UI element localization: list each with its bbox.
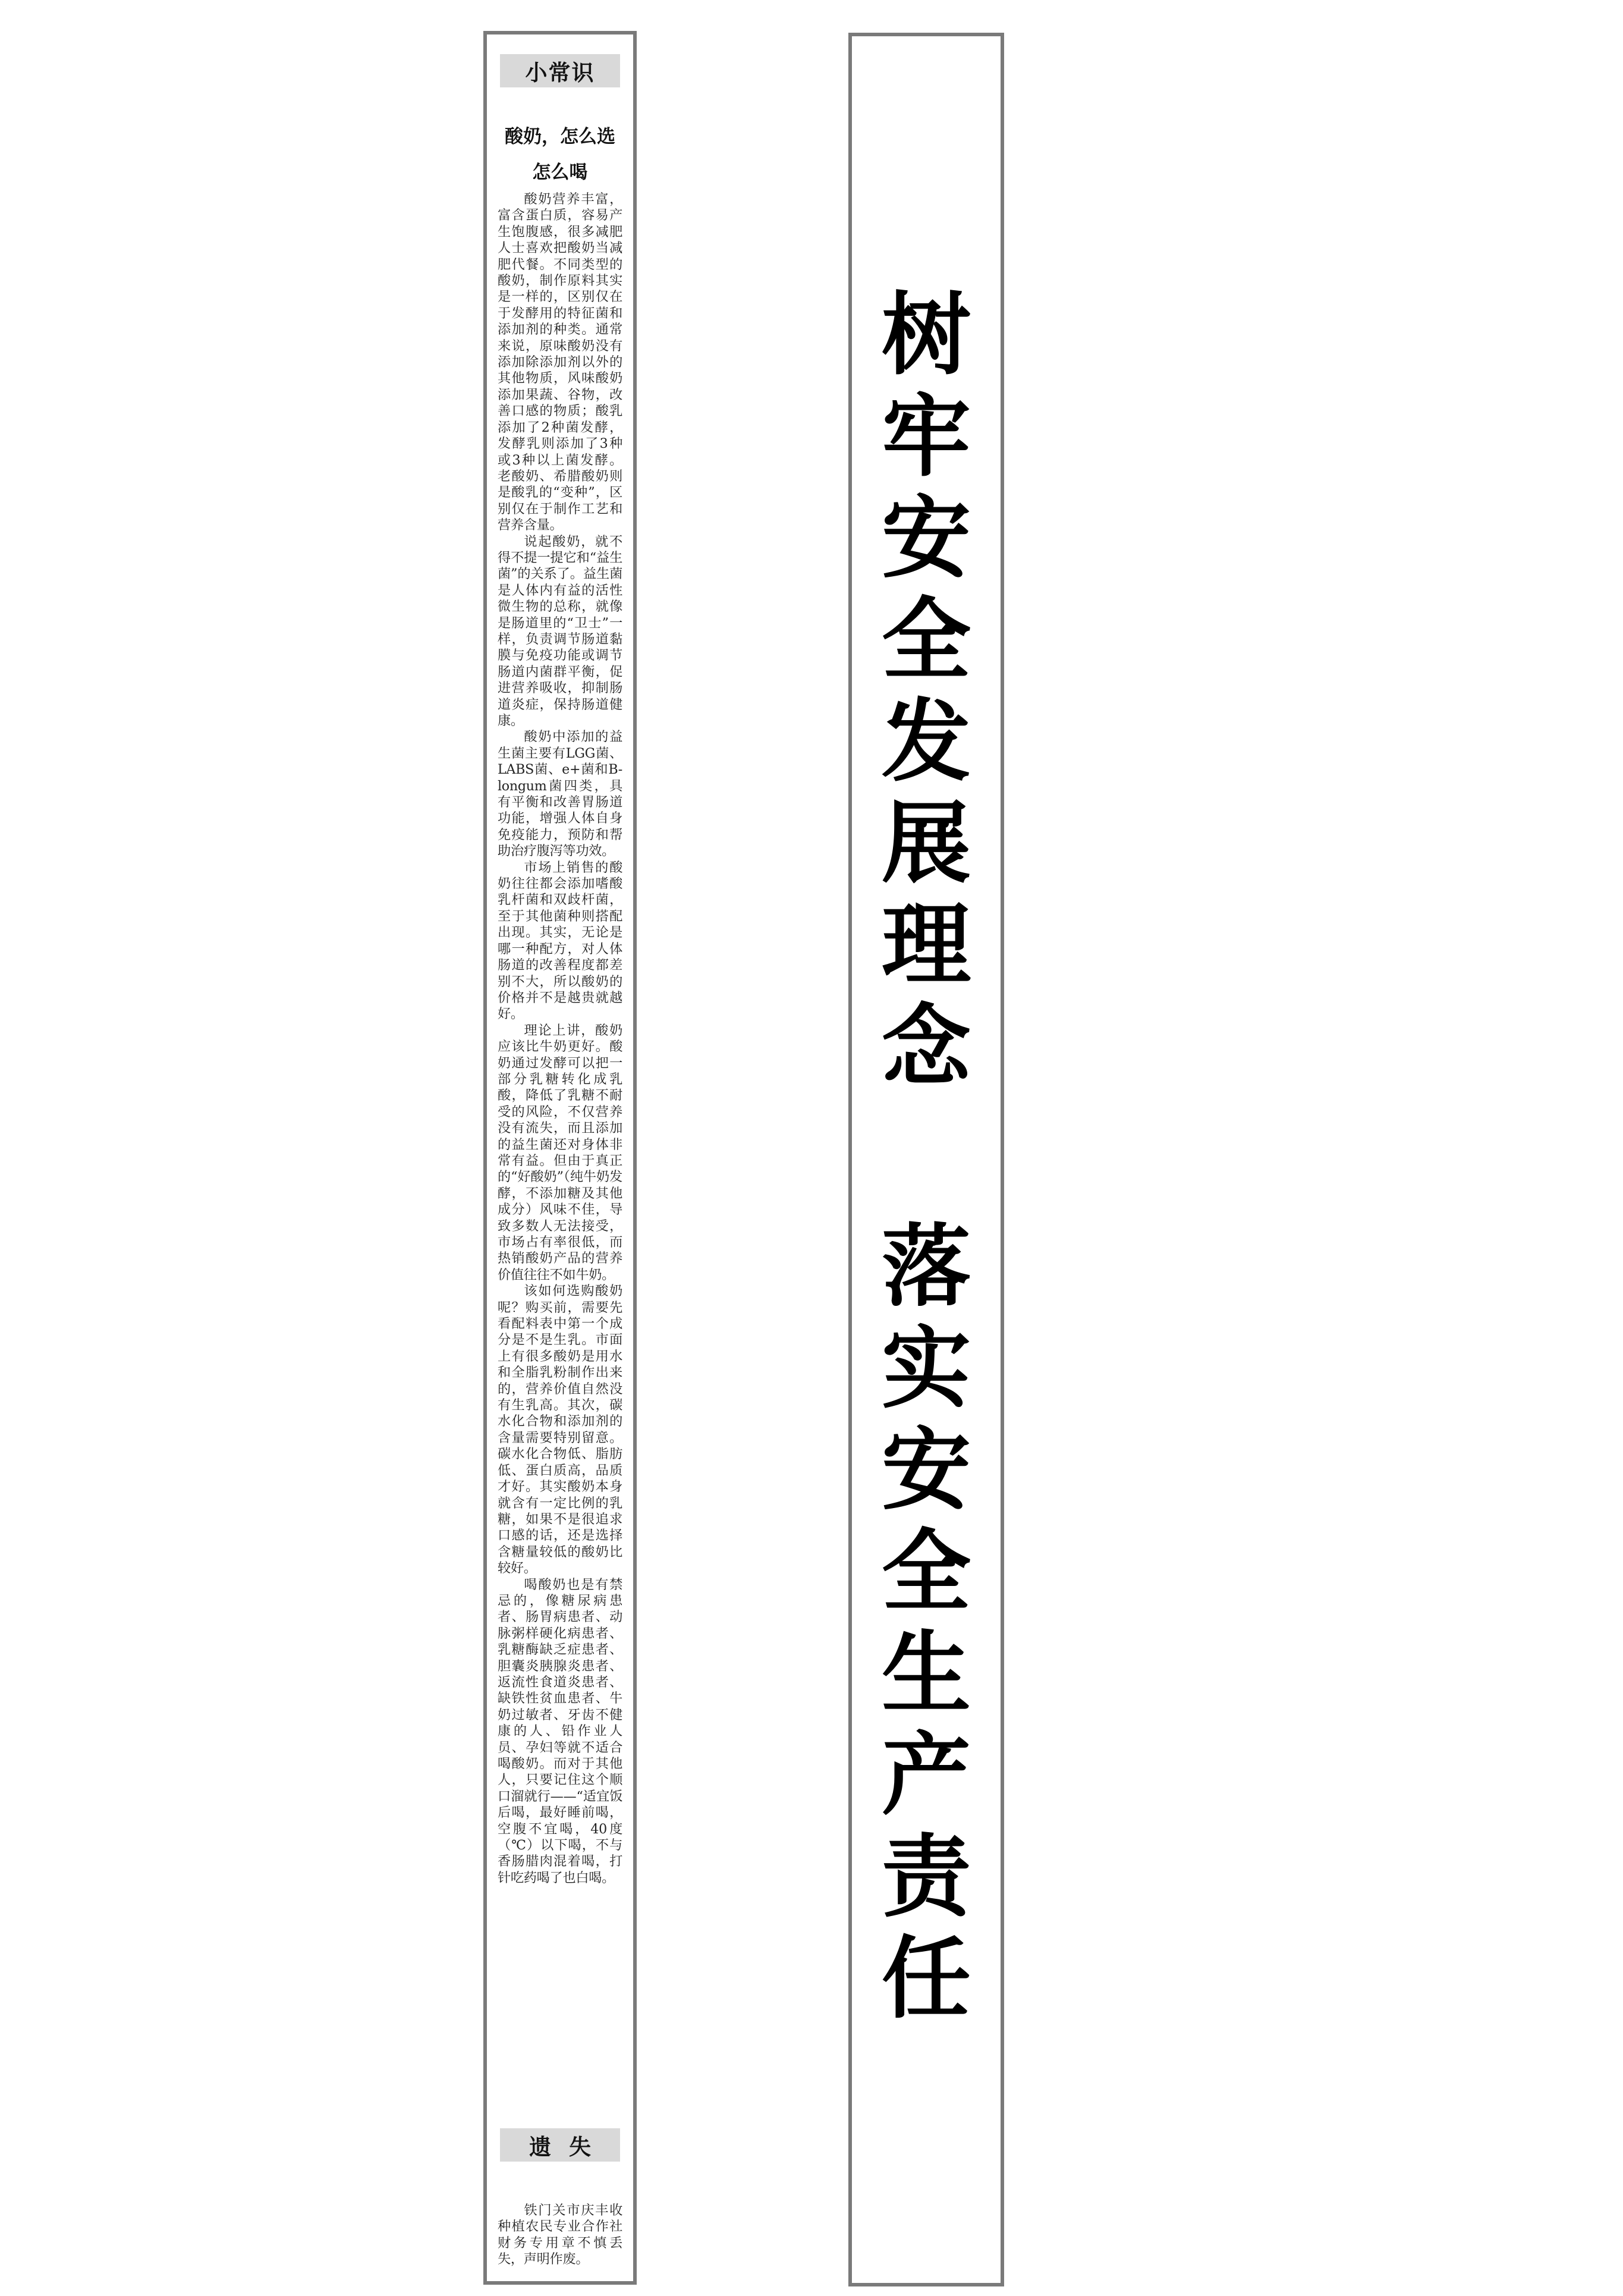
knowledge-column	[483, 31, 637, 2285]
slogan-character: 理	[881, 894, 971, 997]
slogan-character: 全	[881, 589, 971, 692]
slogan-character: 念	[881, 995, 971, 1099]
slogan-line-1	[852, 285, 1001, 1098]
slogan-character: 任	[881, 1927, 971, 2031]
article-paragraph: 喝酸奶也是有禁忌的，像糖尿病患者、肠胃病患者、动脉粥样硬化病患者、乳糖酶缺乏症患者、胆囊炎胰腺炎患者、返流性食道炎患者、缺铁性贫血患者、牛奶过敏者、牙齿不健康的人、铅作业人员、孕妇等就不适合喝酸奶。而对于其他人，只要记住这个顺口溜就行——“适宜饭后喝，最好睡前喝，空腹不宜喝，40度（℃）以下喝，不与香肠腊肉混着喝，打针吃药喝了也白喝。	[498, 1576, 622, 1886]
slogan-character: 生	[881, 1622, 971, 1726]
lost-notice-body	[498, 2203, 622, 2268]
slogan-character: 落	[881, 1215, 971, 1319]
slogan-character: 产	[881, 1724, 971, 1827]
slogan-character: 安	[881, 487, 971, 591]
article-paragraph: 说起酸奶，就不得不提一提它和“益生菌”的关系了。益生菌是人体内有益的活性微生物的总称，就像是肠道里的“卫士”一样，负责调节肠道黏膜与免疫功能或调节肠道内菌群平衡，促进营养吸收，抑制肠道炎症，保持肠道健康。	[498, 533, 622, 728]
slogan-character: 全	[881, 1521, 971, 1624]
article-paragraph: 酸奶营养丰富，富含蛋白质，容易产生饱腹感，很多减肥人士喜欢把酸奶当减肥代餐。不同类型的酸奶，制作原料其实是一样的，区别仅在于发酵用的特征菌和添加剂的种类。通常来说，原味酸奶没有添加除添加剂以外的其他物质，风味酸奶添加果蔬、谷物，改善口感的物质；酸乳添加了2种菌发酵，发酵乳则添加了3种或3种以上菌发酵。老酸奶、希腊酸奶则是酸乳的“变种”，区别仅在于制作工艺和营养含量。	[498, 191, 622, 533]
article-title-line1: 酸奶，怎么选	[505, 126, 615, 147]
article-paragraph: 市场上销售的酸奶往往都会添加嗜酸乳杆菌和双歧杆菌，至于其他菌种则搭配出现。其实，无论是哪一种配方，对人体肠道的改善程度都差别不大，所以酸奶的价格并不是越贵就越好。	[498, 859, 622, 1022]
lost-notice-text: 铁门关市庆丰收种植农民专业合作社财务专用章不慎丢失，声明作废。	[498, 2203, 622, 2267]
article-paragraph: 酸奶中添加的益生菌主要有LGG菌、LABS菌、e+菌和B-longum菌四类，具有平衡和改善胃肠道功能，增强人体自身免疫能力，预防和帮助治疗腹泻等功效。	[498, 729, 622, 859]
article-body	[498, 191, 622, 1886]
slogan-character: 责	[881, 1826, 971, 1929]
section-label-tips: 小常识	[500, 54, 620, 87]
slogan-character: 实	[881, 1317, 971, 1421]
slogan-character: 安	[881, 1419, 971, 1522]
article-title-line2: 怎么喝	[532, 162, 588, 183]
safety-slogan-banner	[848, 33, 1004, 2286]
slogan-character: 树	[881, 284, 971, 387]
slogan-character: 展	[881, 792, 971, 896]
slogan-line-2	[852, 1217, 1001, 2030]
slogan-character: 发	[881, 690, 971, 794]
section-label-lost-notice: 遗失	[500, 2128, 620, 2162]
slogan-character: 牢	[881, 385, 971, 489]
article-paragraph: 理论上讲，酸奶应该比牛奶更好。酸奶通过发酵可以把一部分乳糖转化成乳酸，降低了乳糖不耐受的风险，不仅营养没有流失，而且添加的益生菌还对身体非常有益。但由于真正的“好酸奶”（纯牛奶发酵，不添加糖及其他成分）风味不佳，导致多数人无法接受，市场占有率很低，而热销酸奶产品的营养价值往往不如牛奶。	[498, 1022, 622, 1283]
article-paragraph: 该如何选购酸奶呢？购买前，需要先看配料表中第一个成分是不是生乳。市面上有很多酸奶是用水和全脂乳粉制作出来的，营养价值自然没有生乳高。其次，碳水化合物和添加剂的含量需要特别留意。碳水化合物低、脂肪低、蛋白质高，品质才好。其实酸奶本身就含有一定比例的乳糖，如果不是很追求口感的话，还是选择含糖量较低的酸奶比较好。	[498, 1283, 622, 1576]
